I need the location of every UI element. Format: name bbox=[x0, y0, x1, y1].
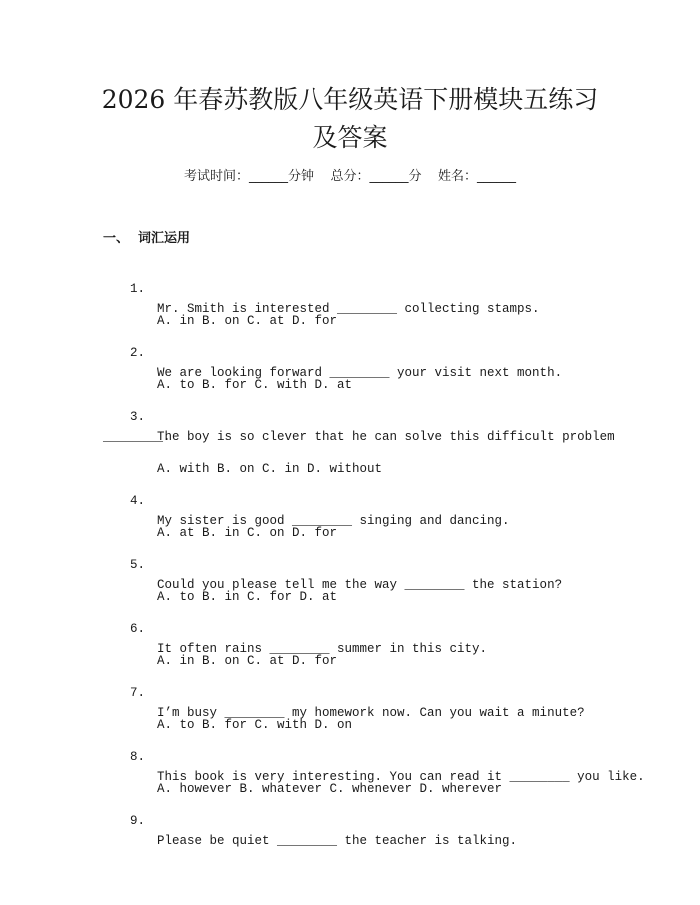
question-number: 7. bbox=[130, 686, 146, 700]
question-number: 3. bbox=[130, 410, 146, 424]
answer-options: A. however B. whatever C. whenever D. wherever bbox=[157, 782, 503, 796]
document-title-line1: 2026 年春苏教版八年级英语下册模块五练习 bbox=[101, 85, 599, 114]
answer-options: A. in B. on C. at D. for bbox=[157, 314, 338, 328]
question-text: Could you please tell me the way ________ the station? bbox=[157, 578, 563, 592]
question-text: The boy is so clever that he can solve this difficult problem bbox=[157, 430, 615, 444]
answer-options: A. at B. in C. on D. for bbox=[157, 526, 338, 540]
question-number: 1. bbox=[130, 282, 146, 296]
question-text: I’m busy ________ my homework now. Can you wait a minute? bbox=[157, 706, 585, 720]
section-number: 一、 bbox=[103, 231, 130, 246]
question-number: 2. bbox=[130, 346, 146, 360]
exam-meta-line: 考试时间：______分钟 总分：______分 姓名：______ bbox=[183, 169, 517, 184]
question-number: 5. bbox=[130, 558, 146, 572]
answer-options: A. in B. on C. at D. for bbox=[157, 654, 338, 668]
answer-options: A. with B. on C. in D. without bbox=[157, 462, 383, 476]
section-title: 词汇运用 bbox=[138, 231, 191, 246]
question-text: My sister is good ________ singing and dancing. bbox=[157, 514, 510, 528]
question-number: 8. bbox=[130, 750, 146, 764]
question-text: Please be quiet ________ the teacher is talking. bbox=[157, 834, 518, 848]
question-number: 6. bbox=[130, 622, 146, 636]
question-text: We are looking forward ________ your visit next month. bbox=[157, 366, 563, 380]
document-title-line2: 及答案 bbox=[312, 123, 388, 152]
answer-options: A. to B. for C. with D. at bbox=[157, 378, 353, 392]
question-9 bbox=[0, 791, 518, 871]
question-text: Mr. Smith is interested ________ collecting stamps. bbox=[157, 302, 540, 316]
question-text-continuation: ________. bbox=[103, 430, 171, 444]
question-number: 4. bbox=[130, 494, 146, 508]
answer-options: A. to B. in C. for D. at bbox=[157, 590, 338, 604]
question-text: It often rains ________ summer in this city. bbox=[157, 642, 488, 656]
question-text: This book is very interesting. You can read it ________ you like. bbox=[157, 770, 645, 784]
question-number: 9. bbox=[130, 814, 146, 828]
answer-options: A. to B. for C. with D. on bbox=[157, 718, 353, 732]
section-heading bbox=[103, 229, 190, 249]
